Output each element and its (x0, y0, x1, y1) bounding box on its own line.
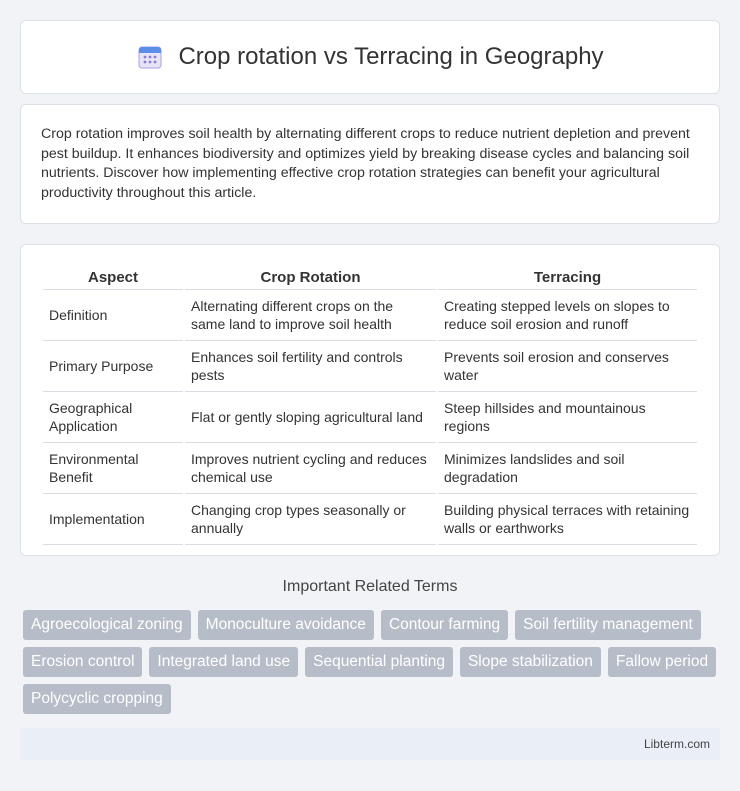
related-term-tag[interactable]: Contour farming (381, 610, 508, 640)
table-cell: Primary Purpose (43, 341, 183, 392)
table-cell: Minimizes landslides and soil degradation (438, 443, 697, 494)
table-cell: Changing crop types seasonally or annually (185, 494, 436, 545)
column-header-terracing: Terracing (438, 267, 697, 290)
related-term-tag[interactable]: Integrated land use (149, 647, 298, 677)
column-header-aspect: Aspect (43, 267, 183, 290)
comparison-table (41, 267, 699, 545)
table-row (43, 392, 697, 443)
calendar-icon (136, 43, 164, 71)
table-cell: Implementation (43, 494, 183, 545)
table-cell: Steep hillsides and mountainous regions (438, 392, 697, 443)
page-header (20, 20, 720, 94)
page-footer (20, 728, 720, 760)
table-row (43, 341, 697, 392)
related-term-tag[interactable]: Sequential planting (305, 647, 453, 677)
table-header-row (43, 267, 697, 290)
table-cell: Creating stepped levels on slopes to reduce soil erosion and runoff (438, 290, 697, 341)
table-cell: Building physical terraces with retaining walls or earthworks (438, 494, 697, 545)
table-row (43, 494, 697, 545)
table-row (43, 443, 697, 494)
footer-site-link[interactable]: Libterm.com (643, 737, 710, 751)
related-term-tag[interactable]: Erosion control (23, 647, 142, 677)
table-cell: Improves nutrient cycling and reduces chemical use (185, 443, 436, 494)
related-terms-title: Important Related Terms (282, 578, 458, 595)
related-term-tag[interactable]: Slope stabilization (460, 647, 601, 677)
table-row (43, 290, 697, 341)
related-terms-list (20, 610, 720, 714)
column-header-crop-rotation: Crop Rotation (185, 267, 436, 290)
comparison-card (20, 244, 720, 556)
table-cell: Environmental Benefit (43, 443, 183, 494)
related-term-tag[interactable]: Polycyclic cropping (23, 684, 171, 714)
table-cell: Alternating different crops on the same land to improve soil health (185, 290, 436, 341)
table-cell: Flat or gently sloping agricultural land (185, 392, 436, 443)
intro-text: Crop rotation improves soil health by alternating different crops to reduce nutrient depletion and prevent pest buildup. It enhances biodiversity and optimizes yield by breaking disease cycles and balancing soil nutrients. Discover how implementing effective crop rotation strategies can benefit your agricultural productivity throughout this article. (41, 126, 690, 201)
related-term-tag[interactable]: Monoculture avoidance (198, 610, 374, 640)
table-cell: Definition (43, 290, 183, 341)
related-term-tag[interactable]: Soil fertility management (515, 610, 701, 640)
intro-card (20, 104, 720, 224)
page-title: Crop rotation vs Terracing in Geography (178, 43, 604, 70)
table-cell: Enhances soil fertility and controls pests (185, 341, 436, 392)
table-cell: Geographical Application (43, 392, 183, 443)
related-term-tag[interactable]: Fallow period (608, 647, 716, 677)
table-cell: Prevents soil erosion and conserves water (438, 341, 697, 392)
related-term-tag[interactable]: Agroecological zoning (23, 610, 191, 640)
